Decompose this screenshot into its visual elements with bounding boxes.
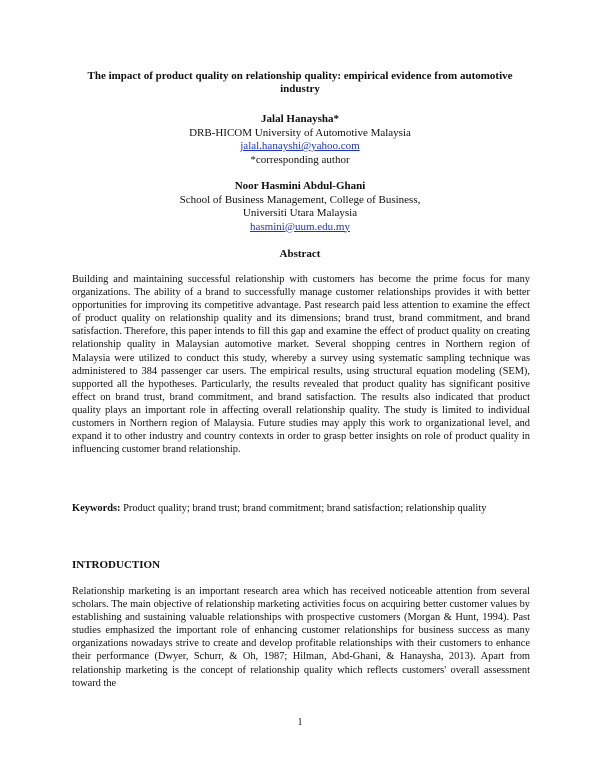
corresponding-author-note: *corresponding author — [250, 153, 350, 166]
abstract-text: Building and maintaining successful relationship with customers has become the prime focus for many organizations. The ability of a brand to successfully manage customer relationships provides it with better opportunities for improving its competitive advantage. Past research paid less attention to examine the effect of product quality on relationship quality and its dimensions; brand trust, brand commitment, and brand satisfaction. Therefore, this paper intends to fill this gap and examine the effect of product quality on creating relationship quality in Malaysian automotive market. Several shopping centres in Northern region of Malaysia were utilized to conduct this study, whereby a survey using systematic sampling technique was administered to 384 passenger car users. The empirical results, using structural equation modeling (SEM), supported all the hypotheses. Particularly, the results revealed that product quality has significant positive effect on brand trust, brand commitment, and brand satisfaction. The results also indicated that product quality plays an important role in affecting overall relationship quality. The study is limited to individual customers in Northern region of Malaysia. Future studies may apply this work to organizational level, and expand it to other industry and country contexts in order to grasp better insights on role of product quality in influencing customer brand relationship. — [72, 274, 530, 456]
author-affiliation: DRB-HICOM University of Automotive Malaysia — [189, 126, 411, 139]
page-number: 1 — [297, 717, 303, 728]
author-email-link[interactable]: jalal.hanayshi@yahoo.com — [240, 140, 360, 152]
author-name: Jalal Hanaysha* — [261, 113, 339, 125]
author-email-link[interactable]: hasmini@uum.edu.my — [250, 220, 350, 233]
introduction-heading: INTRODUCTION — [72, 559, 161, 571]
keywords-label: Keywords: — [72, 503, 121, 514]
author-name: Noor Hasmini Abdul-Ghani — [234, 180, 366, 192]
introduction-text: Relationship marketing is an important research area which has received noticeable attention from several scholars. The main objective of relationship marketing activities focus on acquiring better customer values by establishing and sustaining valuable relationships with prospective customers (Morgan & Hunt, 1994). Past studies emphasized the important role of enhancing customer relationships for business success as many organizations nowadays strive to create and develop profitable relationships with their customers to enhance their performance (Dwyer, Schurr, & Oh, 1987; Hilman, Abd-Ghani, & Hanaysha, 2013). Apart from relationship marketing is the concept of relationship quality which reflects customers' overall assessment toward the — [72, 586, 530, 689]
keywords-text: Product quality; brand trust; brand commitment; brand satisfaction; relationship quality — [123, 503, 487, 514]
author-affiliation: School of Business Management, College of Business, — [179, 193, 421, 206]
author-affiliation: Universiti Utara Malaysia — [242, 207, 358, 219]
paper-title: The impact of product quality on relationship quality: empirical evidence from automotive industry — [87, 70, 513, 95]
author-block-2 — [70, 180, 530, 234]
author-block-1 — [70, 113, 530, 167]
keywords-paragraph — [72, 502, 530, 515]
abstract-heading: Abstract — [279, 248, 321, 260]
